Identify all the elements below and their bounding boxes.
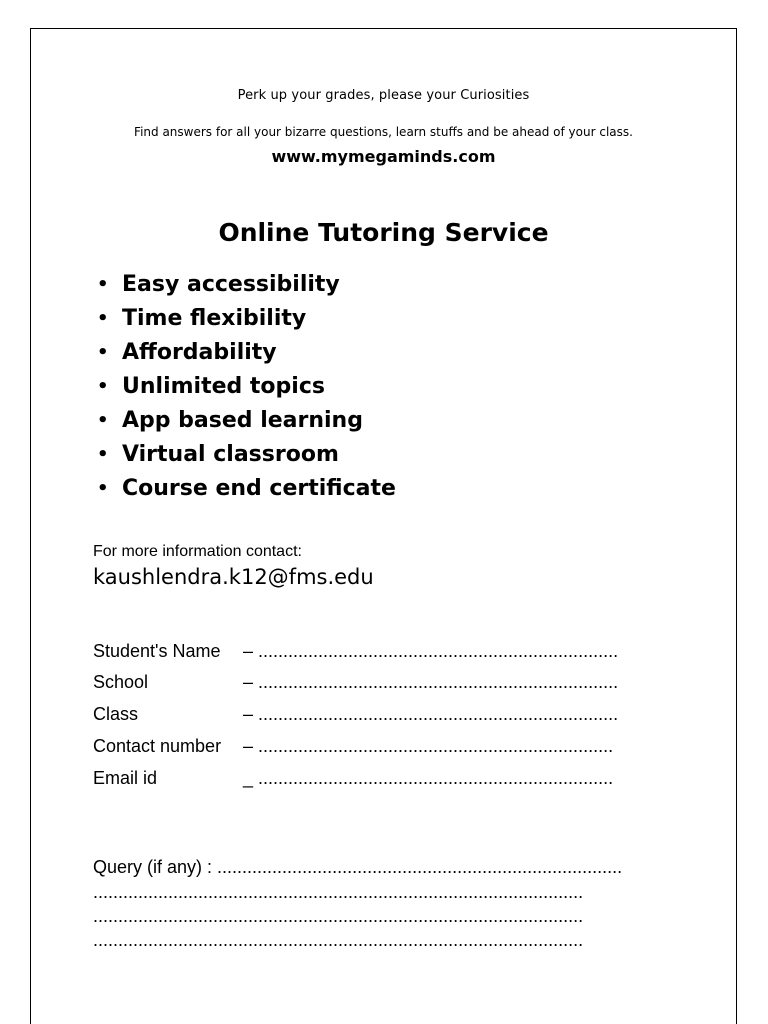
page-title: Online Tutoring Service bbox=[218, 218, 549, 247]
field-separator: – bbox=[243, 704, 254, 724]
list-item bbox=[97, 268, 396, 302]
subline: Find answers for all your bizarre questions, learn stuffs and be ahead of your class. bbox=[134, 125, 633, 139]
field-fill-line[interactable]: ....................................................................... bbox=[258, 768, 614, 788]
field-fill-line[interactable]: ........................................................................ bbox=[258, 641, 619, 661]
field-fill-line[interactable]: ....................................................................... bbox=[258, 736, 614, 756]
bullet-icon: • bbox=[97, 444, 109, 465]
field-fill-line[interactable]: ........................................................................ bbox=[258, 704, 619, 724]
bullet-icon: • bbox=[97, 342, 109, 363]
list-item bbox=[97, 438, 396, 472]
website-link[interactable]: www.mymegaminds.com bbox=[271, 147, 496, 166]
feature-label: Time flexibility bbox=[122, 306, 307, 331]
field-separator: _ bbox=[243, 768, 254, 788]
field-label: Class bbox=[93, 704, 139, 724]
feature-label: Virtual classroom bbox=[122, 442, 339, 467]
field-separator: – bbox=[243, 736, 254, 756]
feature-label: Unlimited topics bbox=[122, 374, 325, 399]
field-label: Email id bbox=[93, 768, 158, 788]
bullet-icon: • bbox=[97, 376, 109, 397]
list-item bbox=[97, 370, 396, 404]
contact-label: For more information contact: bbox=[93, 543, 302, 560]
field-separator: – bbox=[243, 672, 254, 692]
field-separator: – bbox=[243, 641, 254, 661]
query-field[interactable] bbox=[93, 855, 673, 879]
feature-label: Easy accessibility bbox=[122, 272, 340, 297]
list-item bbox=[97, 336, 396, 370]
list-item bbox=[97, 404, 396, 438]
query-line[interactable]: .................................................................................................. bbox=[93, 930, 584, 950]
bullet-icon: • bbox=[97, 308, 109, 329]
feature-label: Affordability bbox=[122, 340, 277, 365]
list-item bbox=[97, 472, 396, 506]
field-label: Student's Name bbox=[93, 641, 221, 661]
query-line[interactable]: .................................................................................................. bbox=[93, 882, 584, 902]
contact-email[interactable]: kaushlendra.k12@fms.edu bbox=[93, 565, 374, 589]
list-item bbox=[97, 302, 396, 336]
bullet-icon: • bbox=[97, 274, 109, 295]
query-label: Query (if any) : bbox=[93, 857, 213, 877]
tagline: Perk up your grades, please your Curiosities bbox=[237, 88, 530, 103]
query-line[interactable]: .................................................................................................. bbox=[93, 906, 584, 926]
feature-label: Course end certificate bbox=[122, 476, 396, 501]
feature-list bbox=[97, 268, 396, 506]
bullet-icon: • bbox=[97, 478, 109, 499]
field-fill-line[interactable]: ........................................................................ bbox=[258, 672, 619, 692]
feature-label: App based learning bbox=[122, 408, 363, 433]
field-label: Contact number bbox=[93, 736, 222, 756]
bullet-icon: • bbox=[97, 410, 109, 431]
field-label: School bbox=[93, 672, 149, 692]
query-fill-line[interactable]: ................................................................................. bbox=[217, 857, 623, 877]
